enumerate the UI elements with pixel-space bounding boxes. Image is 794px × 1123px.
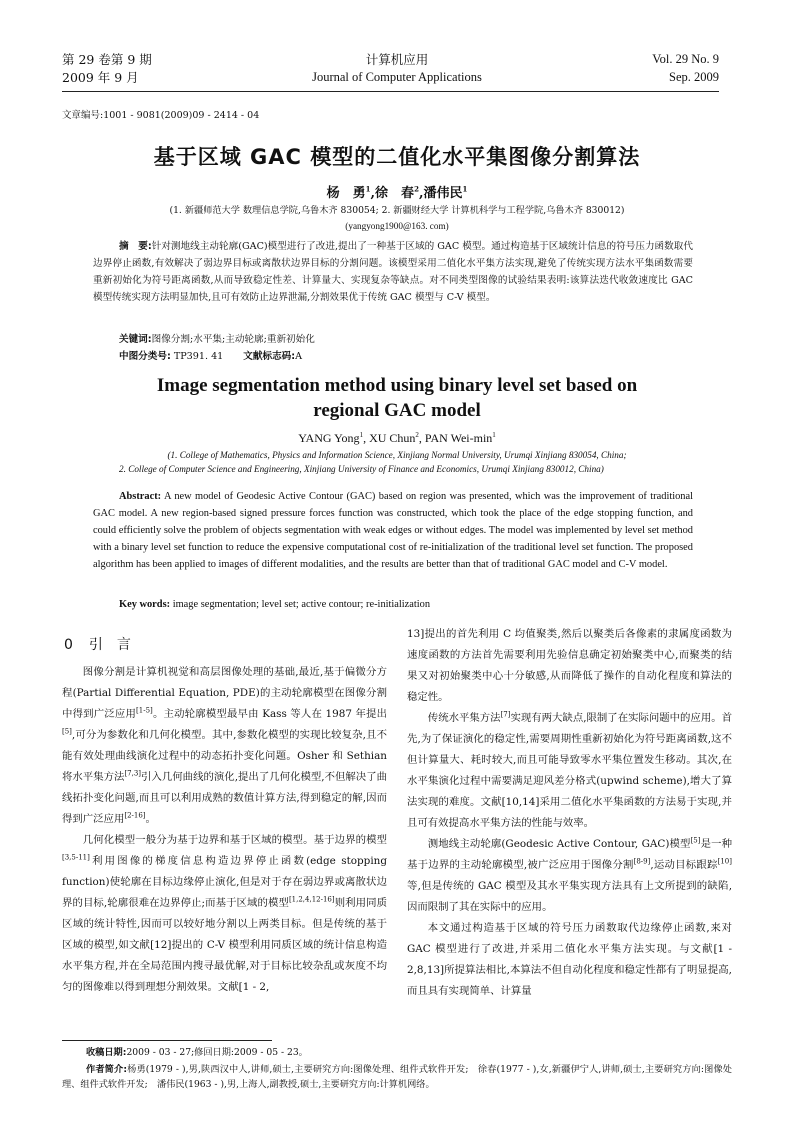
- abstract-cn-text: 针对测地线主动轮廓(GAC)模型进行了改进,提出了一种基于区域的 GAC 模型。通过构造基于区域统计信息的符号压力函数取代边界停止函数,有效解决了弱边界目标或离散状边界目标的分割问题。该模型采用二值化水平集方法实现,避免了传统实现方法水平集函数需要重新初始化为符号距离函数,从而导致稳定性差、计算量大、实现复杂等缺点。对不同类型图像的试验结果表明:该算法迭代收敛速度比 GAC 模型传统实现方法明显加快,且可有效防止边界泄漏,分割效果优于传统 GAC 模型与 C-V 模型。: [93, 241, 693, 303]
- section-heading: [64, 634, 131, 654]
- paper-title-en-line1: Image segmentation method using binary level set based on: [156, 375, 638, 396]
- journal-name-en: Journal of Computer Applications: [312, 70, 482, 84]
- text-run: 实现有两大缺点,限制了在实际问题中的应用。首先,为了保证演化的稳定性,需要周期性重新初始化为符号距离函数,这不但计算量大、耗时较大,而且可能导致零水平集位置发生移动。其次,在水平集演化过程中需要满足迎风差分格式(upwind scheme),增大了算法实现的难度。文献[10,14]采用二值化水平集函数的方法易于实现,并且可有效提高水平集方法的性能与效率。: [407, 712, 732, 829]
- paragraph: [407, 918, 732, 1002]
- doc-code-label: 文献标志码:: [243, 351, 296, 362]
- text-run: 。: [145, 813, 156, 825]
- text-run: 引入几何曲线的演化,提出了几何化模型,不但解决了曲线拓扑变化问题,而且可以利用成熟的数值计算方法,得到稳定的解,因而得到广泛应用: [62, 771, 388, 825]
- citation: [7]: [500, 710, 511, 719]
- text-run: 测地线主动轮廓(Geodesic Active Contour, GAC)模型: [427, 838, 691, 850]
- body-column-right: [407, 624, 732, 1002]
- author-name-en: , XU Chun: [363, 431, 416, 445]
- text-run: ,运动目标跟踪: [650, 859, 718, 871]
- author-affil-mark: 1: [365, 184, 371, 194]
- abstract-cn: [93, 238, 693, 306]
- citation: [1,2,4,12-16]: [288, 895, 335, 904]
- author-email: (yangyong1900@163. com): [345, 221, 449, 231]
- citation: [3,5-11]: [62, 853, 90, 862]
- footnote-bio-label: 作者简介:: [86, 1064, 127, 1075]
- footnote-bio-text: 杨勇(1979 - ),男,陕西汉中人,讲师,硕士,主要研究方向:图像处理、组件式软件开发; 徐春(1977 - ),女,新疆伊宁人,讲师,硕士,主要研究方向:图像处理、组件式软件开发; 潘伟民(1963 - ),男,上海人,副教授,硕士,主要研究方向:计算机网络。: [62, 1064, 732, 1090]
- citation: [5]: [690, 836, 701, 845]
- text-run: 几何化模型一般分为基于边界和基于区域的模型。基于边界的模型: [82, 834, 387, 846]
- paragraph: [407, 834, 732, 918]
- text-run: 。主动轮廓模型最早由 Kass 等人在 1987 年提出: [152, 708, 387, 720]
- text-run: 传统水平集方法: [427, 712, 501, 724]
- abstract-en-label: Abstract:: [119, 491, 162, 502]
- affiliation-en-line2: 2. College of Computer Science and Engineering, Xinjiang University of Finance and Economics, Urumqi Xinjiang 830012, China): [119, 464, 604, 474]
- keywords-en-text: image segmentation; level set; active contour; re-initialization: [172, 599, 431, 610]
- citation: [5]: [62, 727, 72, 736]
- text-run: 图像分割是计算机视觉和高层图像处理的基础,最近,基于偏微分方程(Partial Differential Equation, PDE)的主动轮廓模型在图像分割中得到广泛应用: [62, 666, 387, 720]
- authors-en: [0, 431, 794, 446]
- text-run: 是一种基于边界的主动轮廓模型,被广泛应用于图像分割: [407, 838, 733, 871]
- paragraph: [407, 708, 732, 834]
- journal-name-cn: 计算机应用: [365, 52, 429, 67]
- clc-value: TP391. 41: [173, 351, 224, 362]
- author-name-en: , PAN Wei-min: [418, 431, 493, 445]
- footnote-dates-text: 2009 - 03 - 27;修回日期:2009 - 05 - 23。: [126, 1047, 308, 1058]
- author-name: ,徐 春: [370, 186, 415, 201]
- citation: [2-16]: [124, 811, 146, 820]
- paper-title-cn: 基于区域 GAC 模型的二值化水平集图像分割算法: [153, 145, 641, 169]
- footnote-bio: [62, 1062, 732, 1092]
- paragraph: [407, 624, 732, 708]
- clc-label: 中图分类号:: [119, 351, 171, 362]
- footnote-dates: [86, 1045, 308, 1060]
- journal-volume-issue: 第 29 卷第 9 期: [62, 52, 152, 67]
- text-run: 本文通过构造基于区域的符号压力函数取代边缘停止函数,来对 GAC 模型进行了改进,并采用二值化水平集方法实现。与文献[1 - 2,8,13]所提算法相比,本算法不但自动化程度和稳定性都有了明显提高,而且具有实现简单、计算量: [407, 922, 732, 997]
- text-run: 则利用同质区域的统计特性,因而可以较好地分割以上两类目标。但是传统的基于区域的模型,如文献[12]提出的 C-V 模型利用同质区域的统计信息构造水平集方程,并在全局范围内搜寻最优解,对于目标比较杂乱或灰度不均匀的图像难以得到理想分割效果。文献[1 - 2,: [62, 897, 387, 993]
- section-number: 0: [64, 637, 73, 653]
- paragraph: [62, 662, 387, 830]
- abstract-en: [93, 488, 693, 573]
- author-affil-mark: 1: [462, 184, 468, 194]
- article-id: 文章编号:1001 - 9081(2009)09 - 2414 - 04: [62, 110, 260, 121]
- affiliation-en-line1: (1. College of Mathematics, Physics and Information Science, Xinjiang Normal University, Urumqi Xinjiang 830054, China;: [167, 450, 627, 460]
- footnote-rule: [62, 1040, 272, 1041]
- text-run: 等,但是传统的 GAC 模型及其水平集实现方法具有上文所提到的缺陷,因而限制了其在实际中的应用。: [407, 880, 732, 913]
- body-column-left: [62, 662, 387, 998]
- text-run: 13]提出的首先利用 C 均值聚类,然后以聚类后各像素的隶属度函数为速度函数的方法首先需要利用先验信息确定初始聚类中心,而聚类的结果又对初始聚类中心十分敏感,从而降低了操作的自动化程度和算法的稳定性。: [407, 628, 732, 703]
- paragraph: [62, 830, 387, 998]
- author-affil-mark: 2: [414, 184, 419, 194]
- author-affil-mark: 1: [492, 431, 496, 439]
- journal-volume-en: Vol. 29 No. 9: [652, 52, 719, 66]
- text-run: ,可分为参数化和几何化模型。其中,参数化模型的实现比较复杂,且不能有效处理曲线演化过程中的动态拓扑变化问题。Osher 和 Sethian 将水平集方法: [62, 729, 387, 783]
- footnote-dates-label: 收稿日期:: [86, 1047, 127, 1058]
- text-run: 利用图像的梯度信息构造边界停止函数(edge stopping function)使轮廓在目标边缘停止演化,但是对于存在弱边界或离散状边界的目标,轮廓很难在边界停止;而基于区域的模型: [62, 855, 387, 909]
- abstract-cn-label: 摘 要:: [119, 241, 152, 252]
- keywords-cn: [119, 331, 315, 348]
- paper-title-en-line2: regional GAC model: [313, 400, 481, 421]
- keywords-cn-label: 关键词:: [119, 334, 152, 345]
- author-affil-mark: 2: [415, 431, 419, 439]
- abstract-en-text: A new model of Geodesic Active Contour (GAC) based on region was presented, which was the improvement of traditional GAC model. A new region-based signed pressure forces function was constructed, which took the place of the edge stopping function, and could efficiently solve the problem of objects segmentation with weak edges or without edges. The model was implemented by level set method with a binary level set function to reduce the expensive computational cost of re-initialization of the traditional level set function. The proposed algorithm has been applied to images of different modalities, and the results are better than that of traditional GAC model and C-V model.: [93, 491, 694, 570]
- authors-cn: [0, 182, 794, 201]
- citation: [10]: [717, 857, 732, 866]
- doc-code-value: A: [295, 351, 303, 362]
- classification: [119, 348, 302, 365]
- citation: [1-5]: [136, 706, 153, 715]
- journal-date-cn: 2009 年 9 月: [62, 70, 139, 85]
- author-affil-mark: 1: [359, 431, 364, 439]
- author-name-en: YANG Yong: [298, 431, 360, 445]
- affiliation-cn: (1. 新疆师范大学 数理信息学院,乌鲁木齐 830054; 2. 新疆财经大学 计算机科学与工程学院,乌鲁木齐 830012): [169, 205, 625, 216]
- header-rule: [62, 91, 719, 92]
- keywords-en: [119, 596, 430, 613]
- author-name: 杨 勇: [326, 186, 366, 201]
- section-title: 引 言: [88, 637, 131, 653]
- citation: [7,3]: [124, 769, 142, 778]
- citation: [8-9]: [633, 857, 651, 866]
- keywords-en-label: Key words:: [119, 599, 171, 610]
- keywords-cn-text: 图像分割;水平集;主动轮廓;重新初始化: [151, 334, 315, 345]
- author-name: ,潘伟民: [418, 186, 463, 201]
- journal-date-en: Sep. 2009: [669, 70, 719, 84]
